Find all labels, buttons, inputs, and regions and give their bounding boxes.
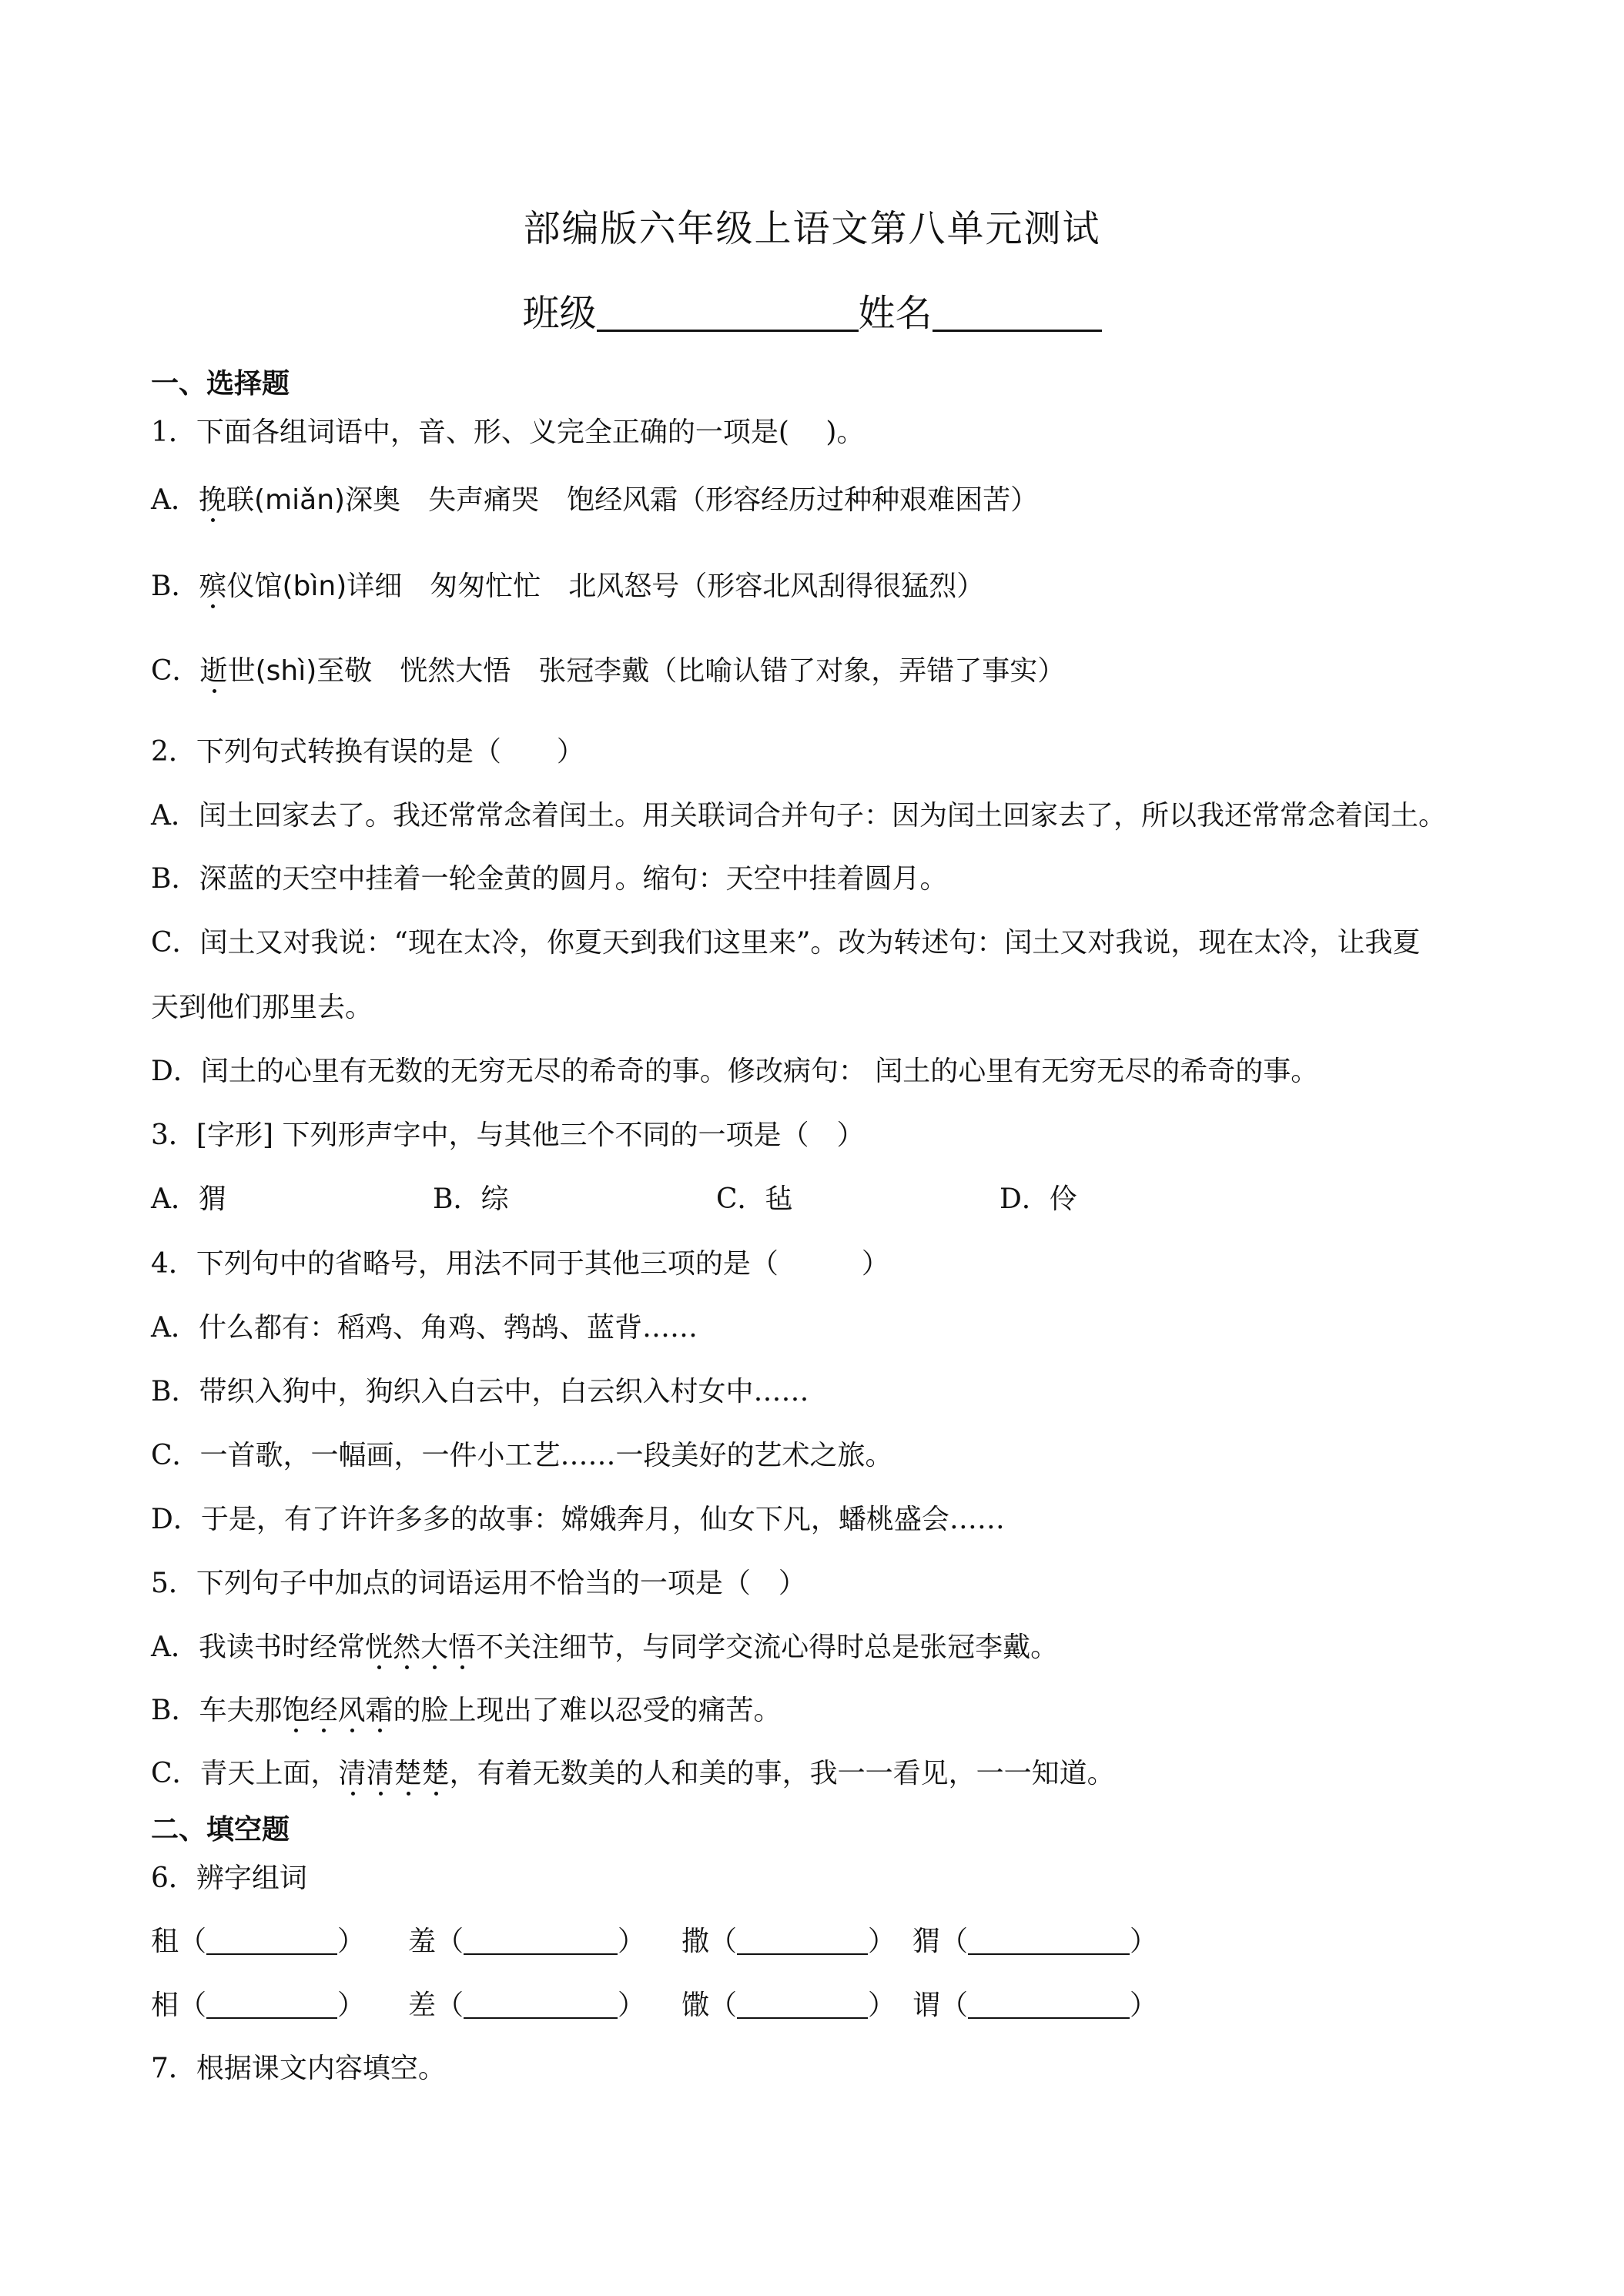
q6-row1-item [151,1925,365,1959]
q7-stem: 7．根据课文内容填空。 [151,2053,446,2084]
q1-stem: 1．下面各组词语中，音、形、义完全正确的一项是( )。 [151,417,865,448]
q1-c-rest: 至敬 恍然大悟 张冠李戴（比喻认错了对象，弄错了事实） [316,655,1066,687]
q1-option-b[interactable] [151,570,984,604]
q6-paren-open: （ [709,1990,738,2021]
q5-a-dot-char: 大 [420,1632,449,1663]
q6-row1-item [408,1925,645,1959]
q3-option-c[interactable]: C．毡 [716,1183,793,1215]
q5-a-dot-char: 恍 [365,1632,393,1663]
q6-paren-open: （ [436,1990,464,2021]
q6-char: 猬 [912,1926,941,1957]
q4-option-c[interactable]: C．一首歌，一幅画，一件小工艺……一段美好的艺术之旅。 [151,1440,893,1471]
q6-row2-item [681,1989,896,2023]
q6-paren-close: ） [337,1926,366,1957]
q6-paren-open: （ [179,1990,207,2021]
q6-paren-open: （ [436,1926,464,1957]
q4-option-d[interactable]: D．于是，有了许许多多的故事：嫦娥奔月，仙女下凡，蟠桃盛会…… [151,1504,1005,1535]
q3-option-b[interactable]: B．综 [433,1183,509,1215]
q5-b-rest: 的脸上现出了难以忍受的痛苦。 [393,1695,782,1726]
q6-char: 羞 [408,1926,437,1957]
q3-option-d[interactable]: D．伶 [1000,1183,1077,1215]
q3-option-a[interactable]: A．猬 [151,1183,226,1215]
q6-paren-open: （ [940,1926,969,1957]
q5-c-dot-char: 清 [338,1758,367,1789]
q5-c-dot-char: 楚 [421,1758,450,1789]
q1-a-pinyin: (miǎn) [254,484,346,516]
q5-b-prefix: B．车夫那 [151,1695,283,1726]
q1-option-a[interactable] [151,484,1038,517]
q6-row1-item [912,1925,1157,1959]
q1-b-pinyin: (bìn) [282,571,347,602]
q1-option-c[interactable] [151,654,1065,688]
q5-b-dot-char: 霜 [365,1695,393,1726]
q1-c-prefix: C． [151,655,200,687]
page-title: 部编版六年级上语文第八单元测试 [523,207,1101,250]
q1-a-word-rest: 联 [226,484,255,516]
q6-paren-close: ） [1130,1990,1158,2021]
q6-paren-close: ） [337,1990,366,2021]
q6-paren-open: （ [179,1926,207,1957]
q6-row2-item [151,1989,365,2023]
q6-answer-blank[interactable] [737,1927,868,1955]
q6-answer-blank[interactable] [464,1991,618,2019]
q6-paren-close: ） [868,1990,896,2021]
name-blank[interactable] [933,296,1102,332]
q6-paren-close: ） [618,1990,646,2021]
q5-stem: 5．下列句子中加点的词语运用不恰当的一项是（ ） [151,1568,806,1599]
q6-paren-open: （ [709,1926,738,1957]
section-fill-heading: 二、填空题 [151,1814,290,1846]
q6-char: 租 [151,1926,179,1957]
q1-c-dotted-char: 逝 [199,655,228,687]
q5-a-dot-char: 悟 [448,1632,477,1663]
q6-paren-close: ） [868,1926,896,1957]
q5-a-dot-char: 然 [393,1632,421,1663]
class-blank[interactable] [597,296,859,332]
q2-option-a[interactable]: A．闰土回家去了。我还常常念着闰土。用关联词合并句子：因为闰土回家去了，所以我还常常念着闰土。 [151,800,1446,832]
q5-b-dot-char: 经 [310,1695,338,1726]
q5-c-rest: ，有着无数美的人和美的事，我一一看见，一一知道。 [449,1758,1115,1789]
q6-char: 相 [151,1990,179,2021]
q5-c-dot-char: 清 [366,1758,394,1789]
q5-a-rest: 不关注细节，与同学交流心得时总是张冠李戴。 [476,1632,1059,1663]
q4-option-b[interactable]: B．带织入狗中，狗织入白云中，白云织入村女中…… [151,1376,809,1407]
q6-answer-blank[interactable] [206,1927,337,1955]
q4-option-a[interactable]: A．什么都有：稻鸡、角鸡、鹁鸪、蓝背…… [151,1312,698,1344]
q3-stem: 3．[字形] 下列形声字中，与其他三个不同的一项是（ ） [151,1120,865,1151]
q1-a-prefix: A． [151,484,199,516]
q2-option-c-line1[interactable]: C．闰土又对我说：“现在太冷，你夏天到我们这里来”。改为转述句：闰土又对我说，现在太冷，让我夏 [151,927,1421,959]
class-name-line [0,283,1624,336]
q4-stem: 4．下列句中的省略号，用法不同于其他三项的是（ ） [151,1248,889,1280]
q6-row1-item [681,1925,896,1959]
q2-option-c-line2[interactable]: 天到他们那里去。 [151,992,373,1023]
q5-c-prefix: C．青天上面， [151,1758,339,1789]
q6-answer-blank[interactable] [464,1927,618,1955]
q1-b-word-rest: 仪馆 [226,571,283,602]
q1-c-word-rest: 世 [227,655,256,687]
q6-answer-blank[interactable] [206,1991,337,2019]
q1-b-dotted-char: 殡 [199,571,227,602]
q6-answer-blank[interactable] [737,1991,868,2019]
q6-char: 撒 [681,1926,710,1957]
q5-b-dot-char: 风 [337,1695,366,1726]
section-choice-heading: 一、选择题 [151,368,290,400]
q6-row2-item [912,1989,1157,2023]
name-label: 姓名 [858,292,933,335]
q2-option-d[interactable]: D．闰土的心里有无数的无穷无尽的希奇的事。修改病句： 闰土的心里有无穷无尽的希奇的事。 [151,1056,1319,1087]
q6-paren-open: （ [940,1990,969,2021]
q1-a-rest: 深奥 失声痛哭 饱经风霜（形容经历过种种艰难困苦） [345,484,1039,516]
class-label: 班级 [522,292,597,335]
q6-char: 谓 [912,1990,941,2021]
q2-stem: 2．下列句式转换有误的是（ ） [151,736,584,768]
q6-row2-item [408,1989,645,2023]
q6-answer-blank[interactable] [968,1927,1130,1955]
q6-char: 馓 [681,1990,710,2021]
q2-option-b[interactable]: B．深蓝的天空中挂着一轮金黄的圆月。缩句：天空中挂着圆月。 [151,863,948,895]
q1-b-rest: 详细 匆匆忙忙 北风怒号（形容北风刮得很猛烈） [347,571,985,602]
q6-paren-close: ） [618,1926,646,1957]
q5-option-c[interactable] [151,1757,1115,1791]
q5-option-b[interactable] [151,1694,782,1728]
q5-option-a[interactable] [151,1631,1058,1665]
q6-paren-close: ） [1130,1926,1158,1957]
q1-c-pinyin: (shì) [255,655,317,687]
q5-b-dot-char: 饱 [282,1695,310,1726]
q1-a-dotted-char: 挽 [199,484,227,516]
q6-stem: 6．辨字组词 [151,1863,307,1894]
q1-b-prefix: B． [151,571,199,602]
q5-a-prefix: A．我读书时经常 [151,1632,365,1663]
q5-c-dot-char: 楚 [393,1758,422,1789]
q6-answer-blank[interactable] [968,1991,1130,2019]
q6-char: 差 [408,1990,437,2021]
